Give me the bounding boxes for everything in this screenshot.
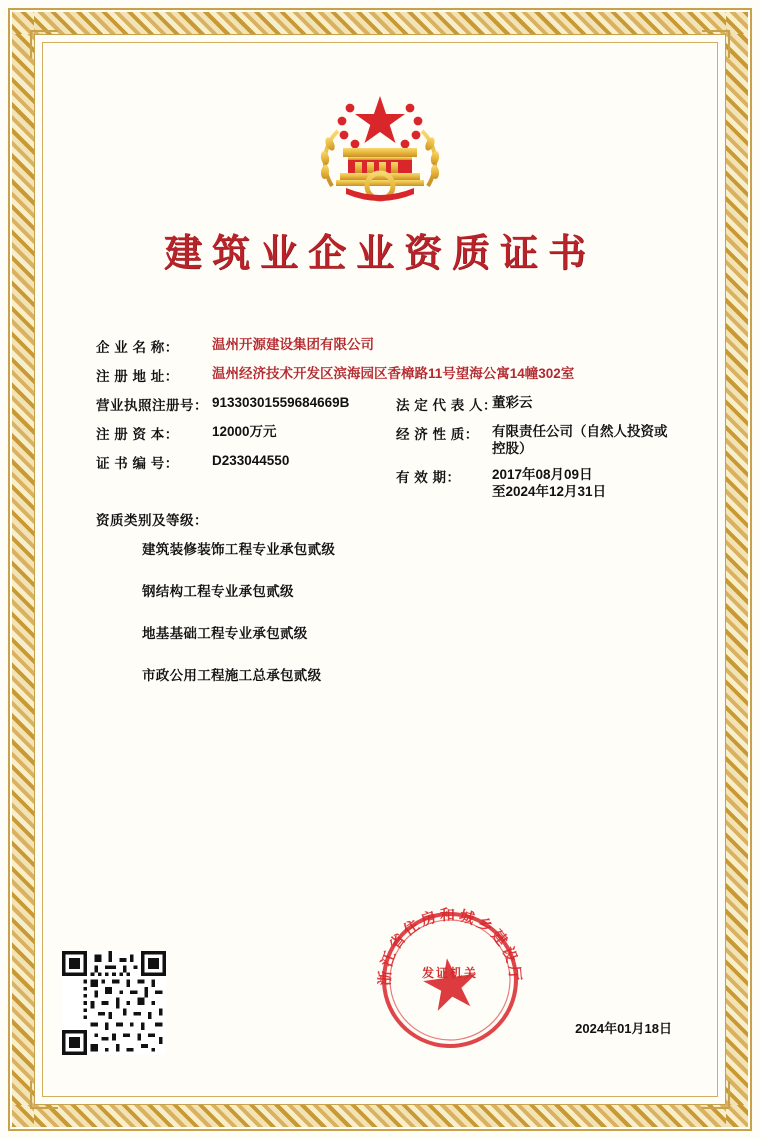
validity-from: 2017年08月09日 <box>492 467 593 482</box>
economic-type-value: 有限责任公司（自然人投资或控股） <box>492 424 668 456</box>
field-row-company-name <box>96 336 676 356</box>
field-row-validity <box>396 466 676 500</box>
cert-no-label: 证 书 编 号： <box>96 456 179 471</box>
field-column-right <box>396 394 676 509</box>
field-row-reg-capital <box>96 423 396 443</box>
certificate-title: 建筑业企业资质证书 <box>163 230 596 275</box>
qualification-list <box>96 538 676 684</box>
qualification-label: 资质类别及等级： <box>96 513 208 528</box>
legal-rep-label: 法 定 代 表 人： <box>396 398 498 413</box>
economic-type-label: 经 济 性 质： <box>396 427 479 442</box>
field-column-left <box>96 394 396 509</box>
list-item: 地基基础工程专业承包贰级 <box>142 626 308 641</box>
list-item: 市政公用工程施工总承包贰级 <box>142 668 322 683</box>
field-row-economic-type <box>396 423 676 457</box>
reg-capital-label: 注 册 资 本： <box>96 427 179 442</box>
official-seal <box>370 900 530 1060</box>
svg-text:浙江省住房和城乡建设厅: 浙江省住房和城乡建设厅 <box>375 905 525 987</box>
legal-rep-value: 董彩云 <box>492 395 533 410</box>
corner-ornament-top-left <box>30 30 58 58</box>
validity-to: 至2024年12月31日 <box>492 484 607 499</box>
issue-date: 2024年01月18日 <box>575 1021 672 1036</box>
reg-capital-value: 12000万元 <box>212 424 277 439</box>
seal-center-text: 发证机关 <box>421 966 478 980</box>
corner-ornament-bottom-left <box>30 1081 58 1109</box>
validity-value <box>492 466 676 500</box>
company-name-label: 企 业 名 称： <box>96 340 179 355</box>
corner-ornament-top-right <box>702 30 730 58</box>
corner-ornament-bottom-right <box>702 1081 730 1109</box>
field-row-qualification-label <box>96 509 676 529</box>
field-row-reg-address <box>96 365 676 385</box>
cert-no-value: D233044550 <box>212 453 290 468</box>
reg-address-value: 温州经济技术开发区滨海园区香樟路11号望海公寓14幢302室 <box>212 366 575 381</box>
list-item: 建筑装修装饰工程专业承包贰级 <box>142 542 336 557</box>
list-item: 钢结构工程专业承包贰级 <box>142 584 294 599</box>
national-emblem <box>0 76 760 204</box>
qr-code <box>62 951 166 1055</box>
validity-label: 有 效 期： <box>396 470 461 485</box>
field-row-cert-no <box>96 452 396 472</box>
field-group-license-and-legal-rep <box>96 394 676 509</box>
license-no-value: 91330301559684669B <box>212 395 350 410</box>
reg-address-label: 注 册 地 址： <box>96 369 179 384</box>
license-no-label: 营业执照注册号： <box>96 398 208 413</box>
field-row-legal-rep <box>396 394 676 414</box>
company-name-value: 温州开源建设集团有限公司 <box>212 337 374 352</box>
certificate-fields <box>96 336 676 706</box>
field-row-license-no <box>96 394 396 414</box>
